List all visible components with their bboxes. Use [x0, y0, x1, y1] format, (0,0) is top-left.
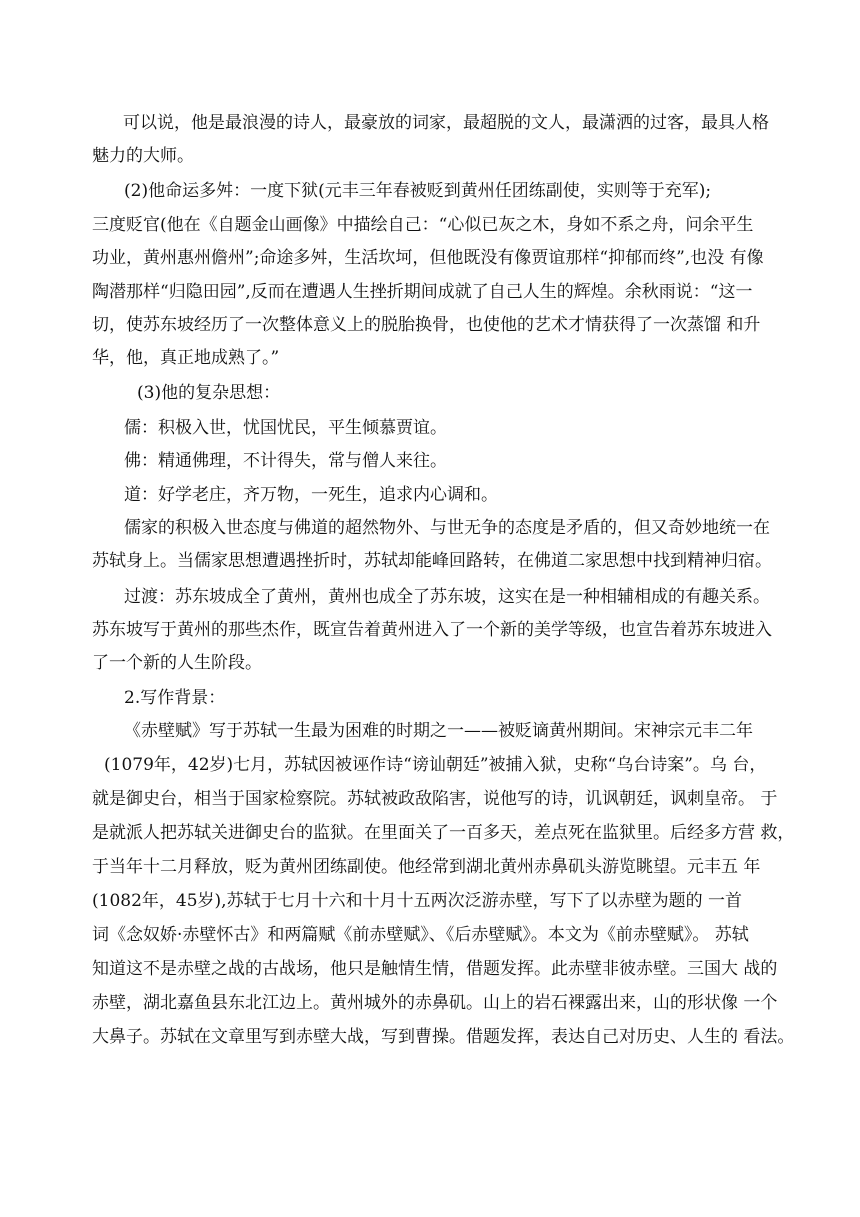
text-line: 儒家的积极入世态度与佛道的超然物外、与世无争的态度是矛盾的，但又奇妙地统一在 [124, 518, 770, 538]
text-line: 三度贬官(他在《自题金山画像》中描绘自己：“心似已灰之木，身如不系之舟，问余平生 [92, 215, 754, 235]
text-line: 2.写作背景： [124, 688, 226, 708]
text-line: 道：好学老庄，齐万物，一死生，追求内心调和。 [124, 485, 498, 505]
text-line: 儒：积极入世，忧国忧民，平生倾慕贾谊。 [124, 418, 447, 438]
text-line: 词《念奴娇·赤壁怀古》和两篇赋《前赤壁赋》、《后赤壁赋》。本文为《前赤壁赋》。 苏轼 [92, 925, 749, 945]
text-line: 就是御史台，相当于国家检察院。苏轼被政敌陷害，说他写的诗，讥讽朝廷，讽刺皇帝。 于 [92, 789, 778, 809]
text-line: 知道这不是赤壁之战的古战场，他只是触情生情，借题发挥。此赤壁非彼赤壁。三国大 战的 [92, 959, 778, 979]
text-line: (3)他的复杂思想： [137, 383, 281, 403]
text-line: 魅力的大师。 [92, 146, 194, 166]
text-line: 了一个新的人生阶段。 [92, 653, 262, 673]
text-line: 可以说，他是最浪漫的诗人，最豪放的词家，最超脱的文人，最潇洒的过客，最具人格 [123, 113, 769, 133]
text-line: (1079年，42岁)七月，苏轼因被诬作诗“谤讪朝廷”被捕入狱，史称“乌台诗案”。乌 台， [104, 755, 767, 775]
text-line: 华，他，真正地成熟了。” [92, 348, 280, 368]
text-line: 过渡：苏东坡成全了黄州，黄州也成全了苏东坡，这实在是一种相辅相成的有趣关系。 [124, 587, 770, 607]
text-line: 是就派人把苏轼关进御史台的监狱。在里面关了一百多天，差点死在监狱里。后经多方营 救， [92, 823, 795, 843]
text-line: 《赤壁赋》写于苏轼一生最为困难的时期之一——被贬谪黄州期间。宋神宗元丰二年 [124, 721, 753, 741]
text-line: (1082年，45岁),苏轼于七月十六和十月十五两次泛游赤壁，写下了以赤壁为题的 一首 [92, 891, 742, 911]
text-line: 赤壁，湖北嘉鱼县东北江边上。黄州城外的赤鼻矶。山上的岩石裸露出来，山的形状像 一个 [92, 993, 778, 1013]
text-line: 功业，黄州惠州儋州”;命途多舛，生活坎坷，但他既没有像贾谊那样“抑郁而终”,也没 有像 [92, 248, 764, 268]
text-line: 苏东坡写于黄州的那些杰作，既宣告着黄州进入了一个新的美学等级，也宣告着苏东坡进入 [92, 620, 772, 640]
text-line: 切，使苏东坡经历了一次整体意义上的脱胎换骨，也使他的艺术才情获得了一次蒸馏 和升 [92, 315, 761, 335]
text-line: 大鼻子。苏轼在文章里写到赤壁大战，写到曹操。借题发挥，表达自己对历史、人生的 看法。 [92, 1027, 795, 1047]
text-line: (2)他命运多舛：一度下狱(元丰三年春被贬到黄州任团练副使，实则等于充军); [124, 181, 712, 201]
text-line: 陶潜那样“归隐田园”,反而在遭遇人生挫折期间成就了自己人生的辉煌。余秋雨说：“这一 [92, 282, 753, 302]
text-line: 佛：精通佛理，不计得失，常与僧人来往。 [124, 451, 447, 471]
text-line: 苏轼身上。当儒家思想遭遇挫折时，苏轼却能峰回路转，在佛道二家思想中找到精神归宿。 [92, 551, 772, 571]
text-line: 于当年十二月释放，贬为黄州团练副使。他经常到湖北黄州赤鼻矶头游览眺望。元丰五 年 [92, 857, 761, 877]
